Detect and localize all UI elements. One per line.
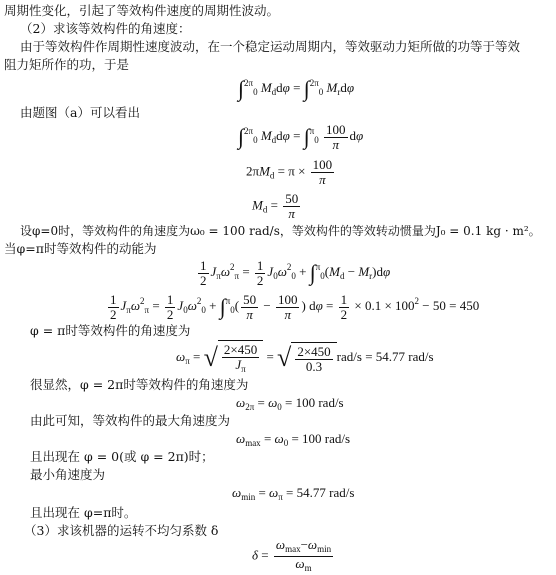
fraction-denominator: 0.3 (305, 359, 323, 374)
text-line: 最小角速度为 (30, 467, 106, 482)
equation: $\omega_{2\pi} = \omega_0 = 100$ rad/s (236, 395, 344, 412)
fraction-denominator: J (235, 357, 242, 372)
equation: $\omega_{min} = \omega_\pi = 54.77$ rad/s (232, 485, 355, 502)
equation: $\frac{1}{2}$ $J_\pi\omega^2_\pi$ = $\frac{1}{2}$ $J_0\omega^2_0 + \int^\pi_0(M_d - M_r)d\varphi$ (200, 257, 391, 288)
fraction-numerator: 100 (326, 121, 346, 137)
text-line: 设φ=0时，等效构件的角速度为ω₀ = 100 rad/s，等效构件的等效转动惯量为J₀ = 0.1 kg · m²。 (20, 224, 541, 238)
fraction-numerator: 50 (285, 191, 299, 206)
text-line: 很显然，φ = 2π时等效构件的角速度为 (30, 377, 249, 392)
equation: $\frac{1}{2}$ $J_\pi\omega^2_\pi$ = $\frac{1}{2}$ $J_0\omega^2_0 + \int^\pi_0$( $\frac{50}{\pi}$ − $\frac{100}{\pi}$ ) dφ = $\frac{1}{2}$ × $0.1 \times 100^2 - 50 = 450$ (110, 291, 480, 322)
fraction-denominator: π (288, 206, 295, 221)
section-heading: （2）求该等效构件的角速度： (20, 21, 191, 36)
result-value: 450 (459, 298, 480, 313)
equation: δ = $\frac{\omega_{max}-\omega_{min}}{\omega_m}$ (252, 537, 332, 573)
text-line: 阻力矩所作的功，于是 (4, 57, 130, 72)
equation: $\omega_\pi$ = √ $\frac{2\times 450}{J_\pi}$ = √ $\frac{2\times 450}{0.3}$ rad/s = 54.77 rad/s (176, 342, 434, 374)
fraction-numerator: 2×450 (297, 344, 331, 359)
fraction-numerator: 2×450 (223, 342, 258, 357)
text-line: 且出现在 φ = 0(或 φ = 2π)时； (30, 449, 214, 464)
text-line: 由此可知，等效构件的最大角速度为 (30, 413, 231, 428)
fraction-numerator: 100 (312, 157, 333, 172)
equation: $2\pi M_d = \pi$ × $\frac{100}{\pi}$ (246, 157, 333, 187)
fraction-denominator: π (332, 136, 340, 152)
equation: $\omega_{max} = \omega_0 = 100$ rad/s (236, 431, 351, 448)
text-line: 周期性变化，引起了等效构件速度的周期性波动。 (4, 3, 280, 18)
section-heading: （3）求该机器的运转不均匀系数 δ (24, 523, 219, 538)
text-line: 当φ=π时等效构件的动能为 (4, 241, 157, 256)
equation: $M_d$ = $\frac{50}{\pi}$ (252, 191, 299, 221)
text-line: 且出现在 φ=π时。 (30, 505, 137, 520)
equation: ∫$^{2\pi}_0$ $M_dd\varphi = \int^\pi_0$ $\frac{100}{\pi}$ dφ (238, 121, 364, 152)
text-line: 由于等效构件作周期性速度波动，在一个稳定运动周期内，等效驱动力矩所做的功等于等效 (20, 39, 521, 54)
text-line: φ = π时等效构件的角速度为 (30, 323, 191, 338)
text-line: 由题图（a）可以看出 (20, 105, 140, 120)
fraction-denominator: π (319, 172, 326, 187)
equation: ∫$^{2\pi}_0$ $M_dd\varphi = \int^{2\pi}_0$ $M_rd\varphi$ (238, 76, 355, 102)
